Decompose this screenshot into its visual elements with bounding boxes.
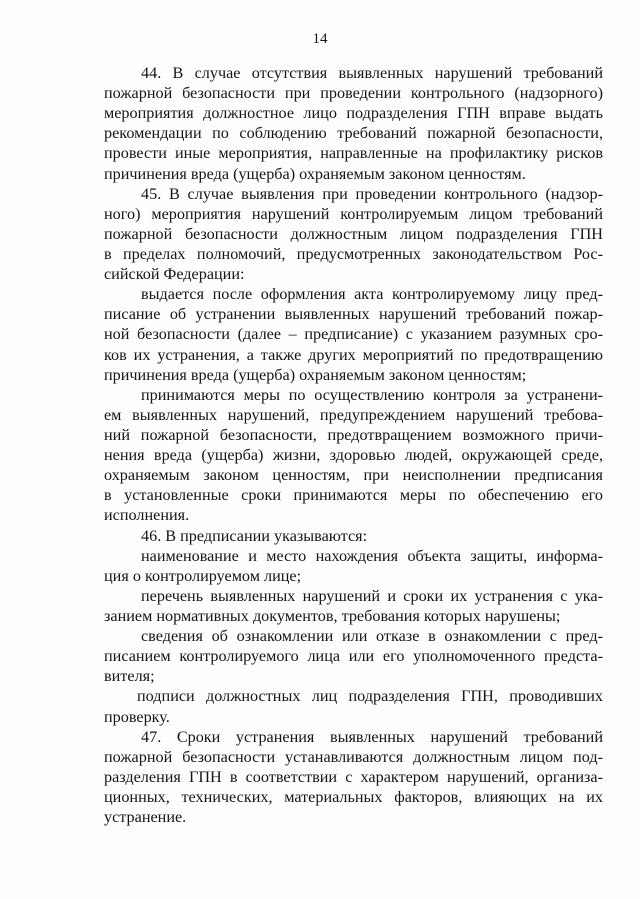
- text-line: ков их устранения, а также других мероприятий по предотвращению: [104, 345, 603, 364]
- text-line: ция о контролируемом лице;: [104, 566, 302, 585]
- text-line: ем выявленных нарушений, предупреждением нарушений требова-: [104, 405, 603, 424]
- text-line: занием нормативных документов, требования которых нарушены;: [104, 606, 561, 625]
- text-line: разделения ГПН в соответствии с характером нарушений, организа-: [104, 767, 603, 786]
- text-line: пожарной безопасности должностным лицом подразделения ГПН: [104, 224, 603, 243]
- text-line: 45. В случае выявления при проведении контрольного (надзор-: [141, 184, 603, 203]
- text-line: пожарной безопасности при проведении контрольного (надзорного): [104, 84, 603, 103]
- text-line: 47. Сроки устранения выявленных нарушений требований: [141, 727, 603, 746]
- text-line: провести иные мероприятия, направленные на профилактику рисков: [104, 144, 603, 163]
- text-line: писанием контролируемого лица или его уполномоченного предста-: [104, 647, 603, 666]
- text-line: 46. В предписании указываются:: [141, 526, 368, 545]
- text-line: ционных, технических, материальных факторов, влияющих на их: [104, 787, 603, 806]
- text-line: подписи должностных лиц подразделения ГПН, проводивших: [137, 687, 603, 706]
- text-line: причинения вреда (ущерба) охраняемым законом ценностям.: [104, 164, 526, 183]
- text-line: перечень выявленных нарушений и сроки их устранения с ука-: [141, 586, 603, 605]
- text-line: исполнения.: [104, 506, 190, 525]
- text-line: ной безопасности (далее – предписание) с указанием разумных сро-: [104, 325, 603, 344]
- text-line: принимаются меры по осуществлению контроля за устранени-: [141, 385, 603, 404]
- text-line: ного) мероприятия нарушений контролируемым лицом требований: [104, 204, 603, 223]
- text-line: в пределах полномочий, предусмотренных законодательством Рос-: [104, 244, 603, 263]
- text-line: охраняемым законом ценностям, при неисполнении предписания: [104, 466, 603, 485]
- text-line: сведения об ознакомлении или отказе в ознакомлении с пред-: [141, 627, 603, 646]
- text-line: наименование и место нахождения объекта защиты, информа-: [141, 546, 603, 565]
- text-line: проверку.: [104, 707, 170, 726]
- text-line: вителя;: [104, 667, 155, 686]
- text-line: мероприятия должностное лицо подразделения ГПН вправе выдать: [104, 104, 603, 123]
- text-line: пожарной безопасности устанавливаются должностным лицом под-: [104, 747, 603, 766]
- text-line: рекомендации по соблюдению требований пожарной безопасности,: [104, 124, 603, 143]
- text-line: ний пожарной безопасности, предотвращением возможного причи-: [104, 425, 603, 444]
- text-line: нения вреда (ущерба) жизни, здоровью людей, окружающей среде,: [104, 446, 603, 465]
- text-line: в установленные сроки принимаются меры по обеспечению его: [104, 486, 603, 505]
- text-line: сийской Федерации:: [104, 265, 245, 284]
- text-line: устранение.: [104, 808, 187, 827]
- text-line: 44. В случае отсутствия выявленных нарушений требований: [141, 64, 603, 82]
- text-line: выдается после оформления акта контролируемому лицу пред-: [141, 285, 603, 304]
- page-number: 14: [312, 31, 328, 47]
- text-line: писание об устранении выявленных нарушений требований пожар-: [104, 305, 603, 324]
- text-line: причинения вреда (ущерба) охраняемым законом ценностям;: [104, 365, 527, 384]
- document-body: [104, 63, 603, 827]
